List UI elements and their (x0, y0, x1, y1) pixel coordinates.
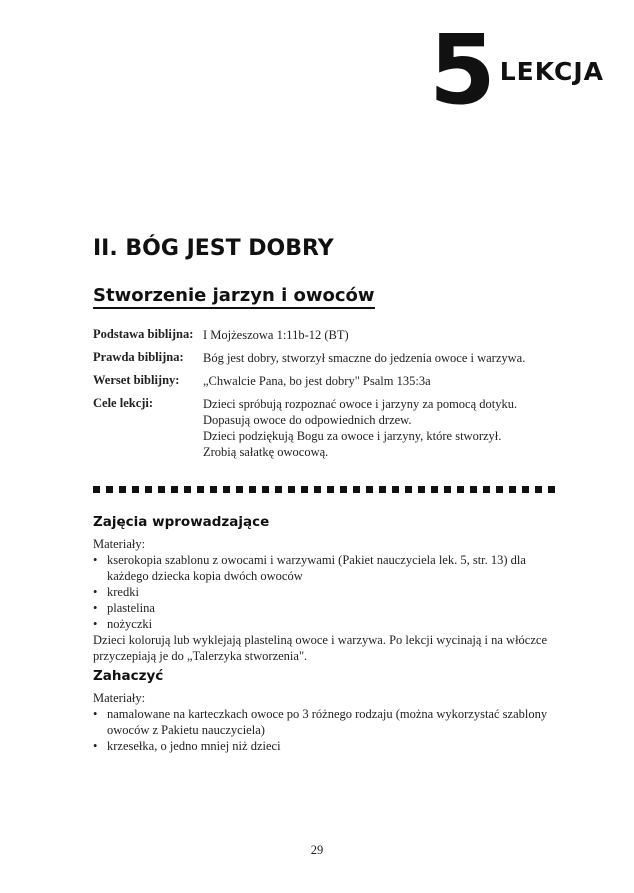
list-item: • krzesełka, o jedno mniej niż dzieci (93, 738, 563, 754)
list-item: • kredki (93, 584, 563, 600)
hook-section (93, 668, 563, 754)
info-row-goals (93, 396, 563, 460)
lesson-info (93, 327, 563, 467)
lesson-number: 5 (428, 14, 494, 126)
hook-heading: Zahaczyć (93, 668, 164, 684)
page-number: 29 (310, 843, 324, 857)
info-row-verse (93, 373, 563, 389)
list-item: • nożyczki (93, 616, 563, 632)
verse-value: „Chwalcie Pana, bo jest dobry" Psalm 135:3a (203, 374, 431, 388)
info-row-basis (93, 327, 563, 343)
basis-value: I Mojżeszowa 1:11b-12 (BT) (203, 328, 349, 342)
list-item: • namalowane na karteczkach owoce po 3 różnego rodzaju (można wykorzystać szablony owoców z Pakietu nauczyciela) (93, 706, 563, 738)
goal-item: Dzieci podziękują Bogu za owoce i jarzyny, które stworzył. (203, 429, 502, 443)
intro-text: Dzieci kolorują lub wyklejają plasteliną owoce i warzywa. Po lekcji wycinają i na włóczce przyczepiają je do „Talerzyka stworzenia". (93, 633, 547, 663)
goal-item: Zrobią sałatkę owocową. (203, 445, 329, 459)
goals-label: Cele lekcji: (93, 396, 154, 410)
lesson-badge (428, 14, 604, 126)
truth-value: Bóg jest dobry, stworzył smaczne do jedzenia owoce i warzywa. (203, 351, 526, 365)
goal-item: Dopasują owoce do odpowiednich drzew. (203, 413, 412, 427)
intro-heading: Zajęcia wprowadzające (93, 514, 270, 530)
hook-materials-list (93, 706, 563, 754)
lesson-word: LEKCJA (499, 57, 604, 86)
hook-materials-label: Materiały: (93, 691, 146, 705)
list-item: • plastelina (93, 600, 563, 616)
truth-label: Prawda biblijna: (93, 350, 184, 364)
list-item: • kserokopia szablonu z owocami i warzywami (Pakiet nauczyciela lek. 5, str. 13) dla każdego dziecka kopia dwóch owoców (93, 552, 563, 584)
goal-item: Dzieci spróbują rozpoznać owoce i jarzyny za pomocą dotyku. (203, 397, 518, 411)
basis-label: Podstawa biblijna: (93, 327, 194, 341)
info-row-truth (93, 350, 563, 366)
verse-label: Werset biblijny: (93, 373, 180, 387)
intro-materials-list (93, 552, 563, 632)
dashed-divider (93, 486, 561, 493)
intro-materials-label: Materiały: (93, 537, 146, 551)
part-title: II. BÓG JEST DOBRY (93, 236, 334, 261)
lesson-title: Stworzenie jarzyn i owoców (93, 285, 375, 309)
intro-section (93, 514, 563, 664)
